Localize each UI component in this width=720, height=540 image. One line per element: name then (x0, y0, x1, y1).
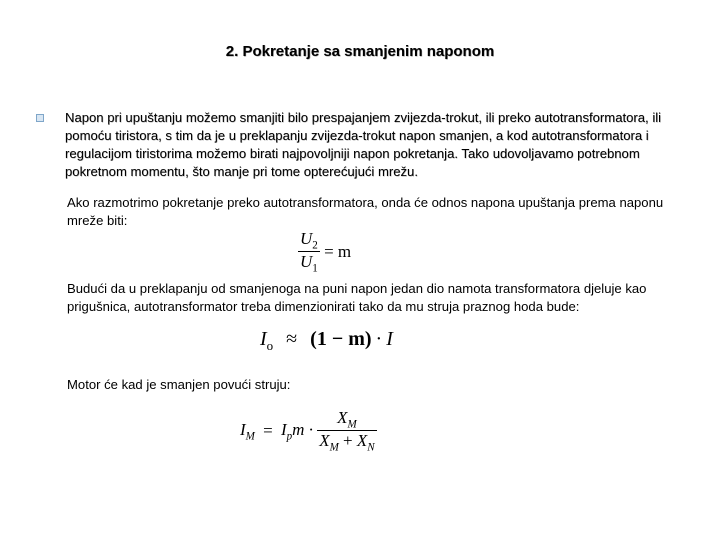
var-u: U (300, 229, 313, 248)
bullet-marker (36, 114, 44, 122)
var-x: X (356, 431, 368, 451)
fraction (298, 229, 320, 275)
var-i: I (280, 419, 287, 439)
sub-n: N (367, 441, 375, 454)
one-minus-m: (1 − m) (310, 328, 372, 350)
formula-no-load-current (260, 328, 393, 354)
equals-sign: = (263, 420, 273, 440)
paragraph-motor: Motor će kad je smanjen povući struju: (67, 377, 291, 392)
sub-o: o (266, 338, 274, 353)
sub-1: 1 (312, 262, 318, 275)
fraction (317, 408, 376, 454)
var-x: X (337, 408, 348, 427)
sub-2: 2 (312, 239, 318, 252)
page-title: 2. Pokretanje sa smanjenim naponom (225, 43, 495, 60)
var-i: I (260, 328, 267, 350)
approx-sign: ≈ (286, 328, 298, 350)
dot: · (375, 328, 383, 350)
sub-m: M (329, 441, 339, 454)
formula-motor-current (240, 408, 377, 454)
var-i: I (240, 419, 246, 439)
sub-m: M (245, 430, 255, 443)
plus-sign: + (343, 431, 353, 451)
bullet-paragraph: Napon pri upuštanju možemo smanjiti bilo prespajanjem zvijezda-trokut, ili preko autotransformatora, ili pomoću tiristora, s tim da je u preklapanju zvijezda-trokut napon smanjen, a kod autotransformatora i regulacijom tiristorima možemo birati najpovoljniji napon pokretanja. Tako udovoljavamo potrebnom pokretnom momentu, što manje pri tome opterećujući mrežu. (65, 110, 662, 179)
equals-m: = m (324, 241, 352, 261)
sub-p: p (286, 430, 293, 443)
paragraph-autotransformer: Ako razmotrimo pokretanje preko autotransformatora, onda će odnos napona upuštanja prema naponu mreže biti: (67, 195, 664, 228)
var-x: X (319, 431, 330, 451)
paragraph-choke: Budući da u preklapanju od smanjenoga na puni napon jedan dio namota transformatora djeluje kao prigušnica, autotransformator treba dimenzionirati tako da mu struja praznog hoda bude: (67, 281, 647, 314)
formula-voltage-ratio (298, 229, 351, 275)
var-m: m · (292, 419, 313, 439)
sub-m: M (347, 418, 357, 431)
var-u: U (300, 252, 313, 272)
var-i: I (386, 328, 393, 350)
